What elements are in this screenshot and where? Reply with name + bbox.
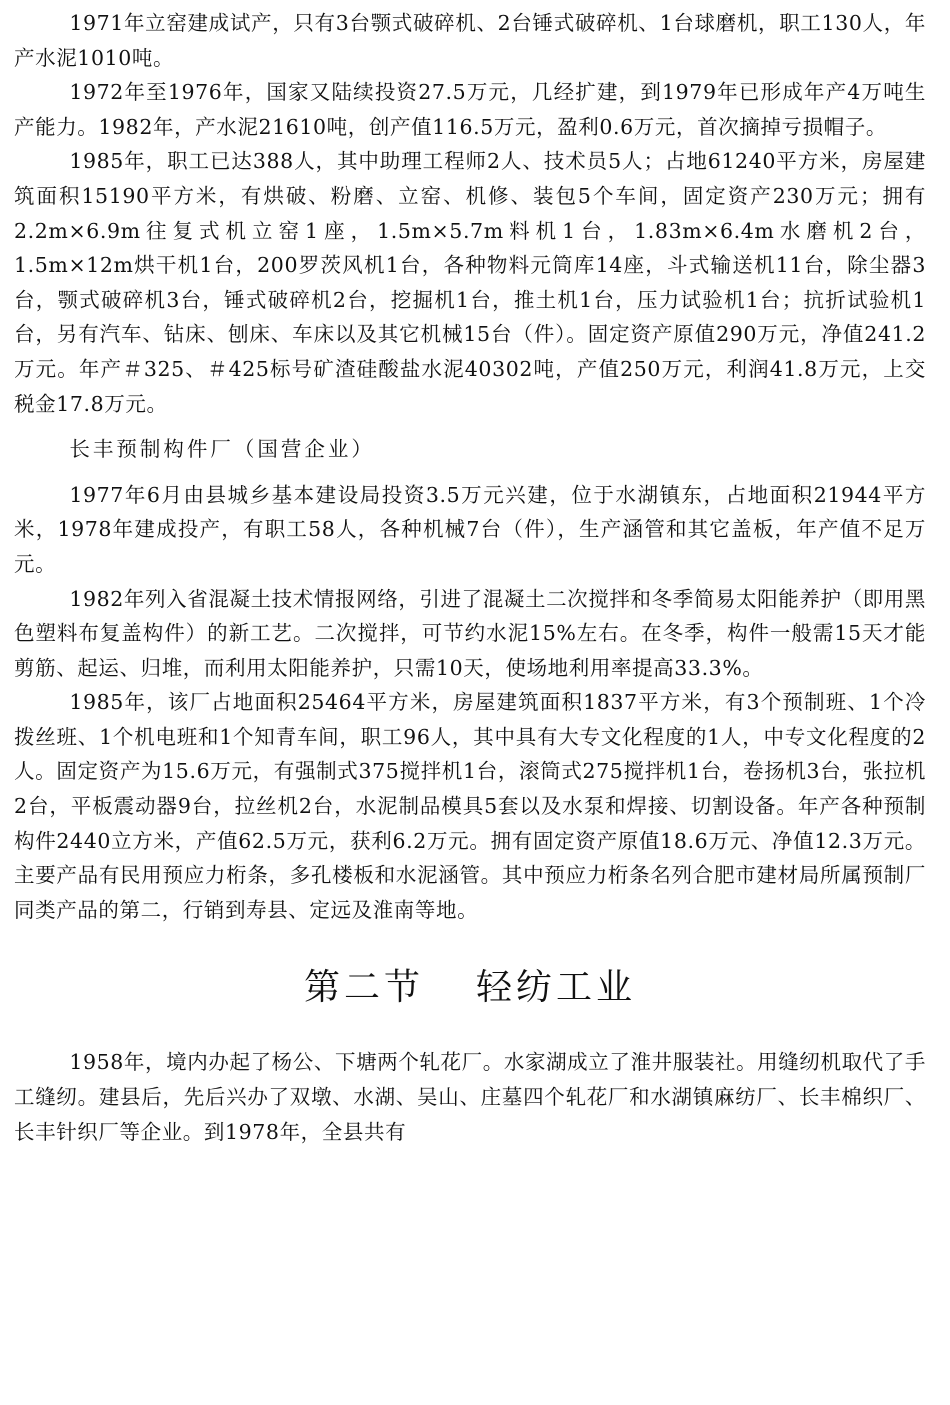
section-title [14, 963, 926, 1013]
cement-plant-paragraph-2: 1972年至1976年，国家又陆续投资27.5万元，几经扩建，到1979年已形成年产4万吨生产能力。1982年，产水泥21610吨，创产值116.5万元，盈利0.6万元，首次摘掉亏损帽子。 [14, 80, 926, 139]
textile-paragraph-1: 1958年，境内办起了杨公、下塘两个轧花厂。水家湖成立了淮井服装社。用缝纫机取代了手工缝纫。建县后，先后兴办了双墩、水湖、吴山、庄墓四个轧花厂和水湖镇麻纺厂、长丰棉织厂、长丰针织厂等企业。到1978年，全县共有 [14, 1050, 926, 1144]
cement-plant-paragraph-3: 1985年，职工已达388人，其中助理工程师2人、技术员5人；占地61240平方米，房屋建筑面积15190平方米，有烘破、粉磨、立窑、机修、装包5个车间，固定资产230万元；拥有2.2m×6.9m往复式机立窑1座，1.5m×5.7m料机1台，1.83m×6.4m水磨机2台，1.5m×12m烘干机1台，200罗茨风机1台，各种物料元筒库14座，斗式输送机11台，除尘器3台，颚式破碎机3台，锤式破碎机2台，挖掘机1台，推土机1台，压力试验机1台；抗折试验机1台，另有汽车、钻床、刨床、车床以及其它机械15台（件）。固定资产原值290万元，净值241.2万元。年产＃325、＃425标号矿渣硅酸盐水泥40302吨，产值250万元，利润41.8万元，上交税金17.8万元。 [14, 149, 926, 416]
cement-plant-paragraph-1: 1971年立窑建成试产，只有3台颚式破碎机、2台锤式破碎机、1台球磨机，职工130人，年产水泥1010吨。 [14, 11, 926, 70]
factory-paragraph-2: 1982年列入省混凝土技术情报网络，引进了混凝土二次搅拌和冬季简易太阳能养护（即用黑色塑料布复盖构件）的新工艺。二次搅拌，可节约水泥15%左右。在冬季，构件一般需15天才能剪筋、起运、归堆，而利用太阳能养护，只需10天，使场地利用率提高33.3%。 [14, 586, 926, 680]
factory-heading: 长丰预制构件厂（国营企业） [69, 437, 375, 462]
document-page [14, 6, 926, 1149]
section-title-name: 轻纺工业 [476, 967, 637, 1009]
section-title-number: 第二节 [303, 967, 424, 1009]
factory-paragraph-3: 1985年，该厂占地面积25464平方米，房屋建筑面积1837平方米，有3个预制班、1个冷拨丝班、1个机电班和1个知青车间，职工96人，其中具有大专文化程度的1人，中专文化程度的2人。固定资产为15.6万元，有强制式375搅拌机1台，滚筒式275搅拌机1台，卷扬机3台，张拉机2台，平板震动器9台，拉丝机2台，水泥制品模具5套以及水泵和焊接、切割设备。年产各种预制构件2440立方米，产值62.5万元，获利6.2万元。拥有固定资产原值18.6万元、净值12.3万元。主要产品有民用预应力桁条，多孔楼板和水泥涵管。其中预应力桁条名列合肥市建材局所属预制厂同类产品的第二，行销到寿县、定远及淮南等地。 [14, 690, 926, 922]
factory-paragraph-1: 1977年6月由县城乡基本建设局投资3.5万元兴建，位于水湖镇东，占地面积21944平方米，1978年建成投产，有职工58人，各种机械7台（件），生产涵管和其它盖板，年产值不足万元。 [14, 482, 926, 576]
